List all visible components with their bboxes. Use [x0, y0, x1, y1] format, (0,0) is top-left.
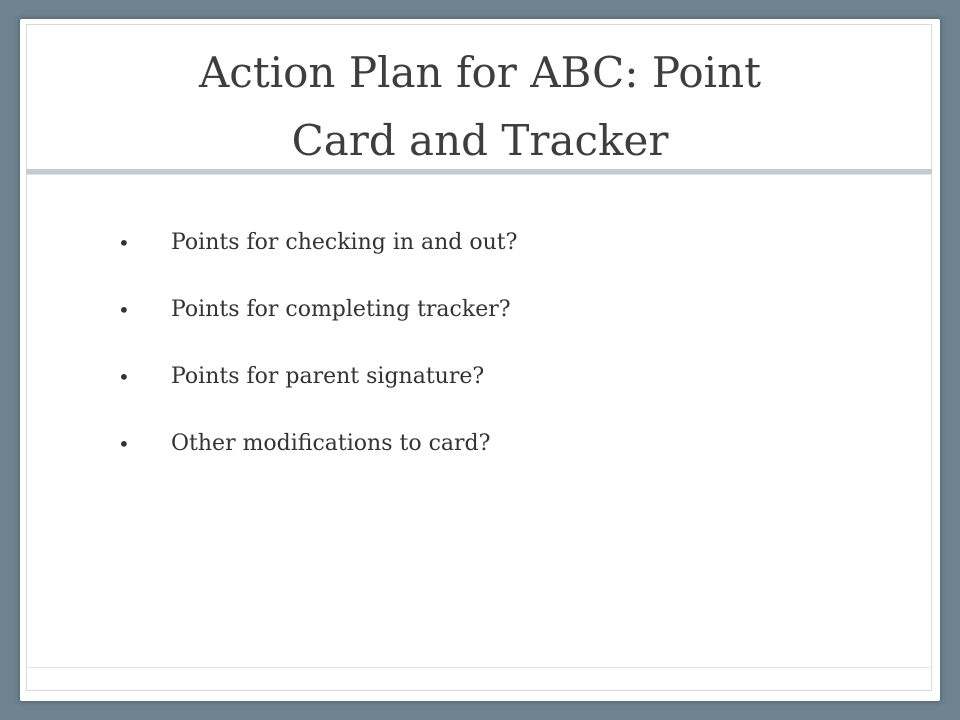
title-area — [20, 19, 940, 171]
bullet-item — [20, 430, 940, 497]
bullet-text: Points for parent signature? — [171, 364, 485, 389]
bullet-marker: • — [118, 231, 130, 255]
footer-divider — [26, 667, 932, 668]
bullet-list — [20, 229, 940, 497]
slide — [20, 19, 940, 701]
bullet-marker: • — [118, 298, 130, 322]
bullet-text: Points for completing tracker? — [171, 297, 511, 322]
bullet-marker: • — [118, 365, 130, 389]
bullet-text: Other modifications to card? — [171, 431, 491, 456]
bullet-item — [20, 296, 940, 363]
bullet-marker: • — [118, 432, 130, 456]
bullet-item — [20, 229, 940, 296]
slide-title-line-1: Action Plan for ABC: Point — [198, 48, 762, 97]
bullet-text: Points for checking in and out? — [171, 230, 518, 255]
title-divider — [26, 169, 932, 174]
bullet-item — [20, 363, 940, 430]
slide-title — [20, 39, 940, 175]
slide-title-line-2: Card and Tracker — [291, 116, 669, 166]
